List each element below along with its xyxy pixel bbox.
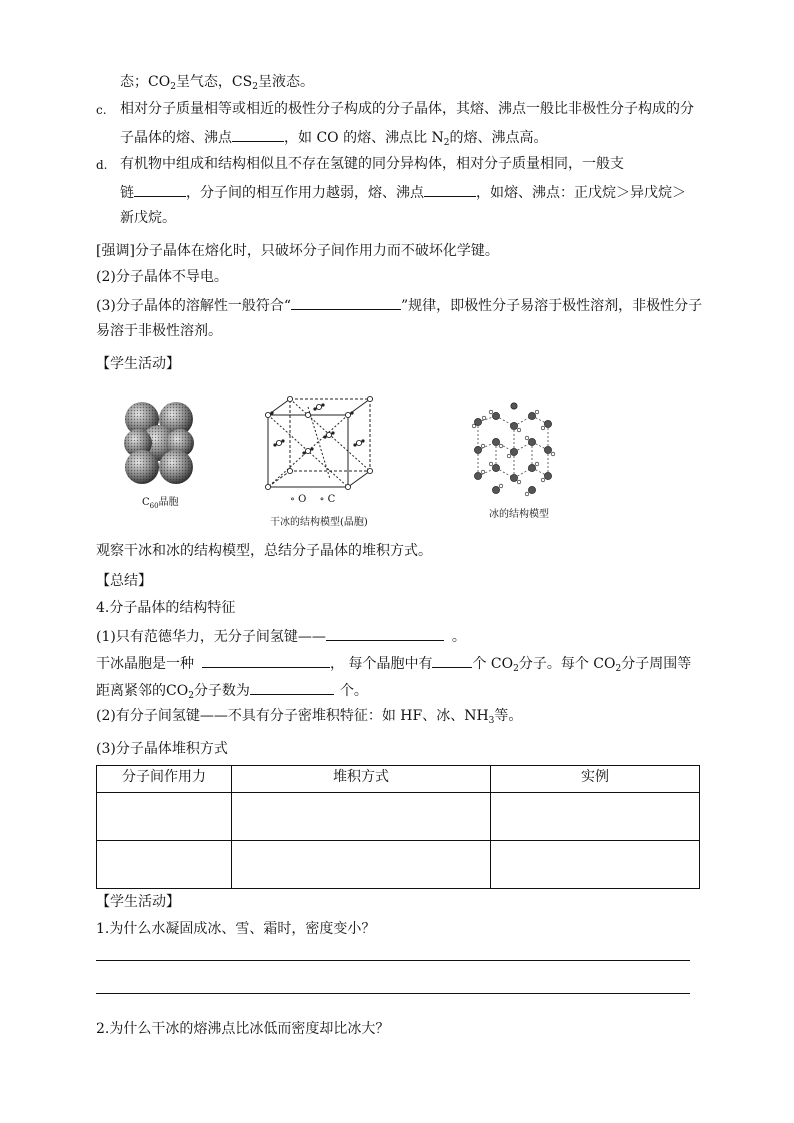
table-cell[interactable] <box>491 793 700 841</box>
text-line: 干冰晶胞是一种 ， 每个晶胞中有 个 $CO_2$分子。每个 $CO_2$分子周围等 <box>96 653 691 673</box>
text-line: (2)分子晶体不导电。 <box>96 269 228 285</box>
question: 2.为什么干冰的熔沸点比冰低而密度却比冰大？ <box>96 1021 390 1037</box>
table-cell[interactable] <box>491 841 700 889</box>
table-header-cell: 实例 <box>491 766 700 793</box>
table-cell[interactable] <box>232 841 491 889</box>
fill-blank[interactable] <box>202 653 330 668</box>
item-label-d: d. <box>96 158 108 172</box>
fill-blank[interactable] <box>424 182 476 197</box>
fill-blank[interactable] <box>232 127 284 142</box>
ice-caption: 冰的结构模型 <box>489 509 549 520</box>
table-header-cell: 分子间作用力 <box>97 766 232 793</box>
question: 1.为什么水凝固成冰、雪、霜时，密度变小？ <box>96 921 376 937</box>
section-heading: 【学生活动】 <box>96 894 180 910</box>
text-line: 有机物中组成和结构相似且不存在氢键的同分异构体，相对分子质量相同，一般支 <box>120 156 624 172</box>
section-heading: 【总结】 <box>96 573 152 589</box>
text-line: 子晶体的熔、沸点 ，如 CO 的熔、沸点比 $N_2$的熔、沸点高。 <box>120 127 548 147</box>
table-row <box>97 841 700 889</box>
dry-ice-caption: 干冰的结构模型(晶胞) <box>270 517 368 528</box>
text-line: 相对分子质量相等或相近的极性分子构成的分子晶体，其熔、沸点一般比非极性分子构成的分 <box>120 101 694 117</box>
text-line: (2)有分子间氢键——不具有分子密堆积特征：如 HF、冰、$NH_3$等。 <box>96 708 523 726</box>
legend-o-label: O <box>298 494 307 505</box>
legend-c-label: C <box>327 494 336 505</box>
c60-caption: $C_{60}$晶胞 <box>142 497 179 510</box>
table-cell[interactable] <box>97 793 232 841</box>
table-row <box>97 793 700 841</box>
fill-blank[interactable] <box>432 653 472 668</box>
text-line: (3)分子晶体堆积方式 <box>96 741 228 757</box>
text-line: 新戊烷。 <box>120 210 176 226</box>
fill-blank[interactable] <box>326 626 444 641</box>
ice-structure-diagram <box>466 402 558 498</box>
text-line: 链 ，分子间的相互作用力越弱，熔、沸点 ，如熔、沸点：正戊烷＞异戊烷＞ <box>120 182 686 202</box>
table-cell[interactable] <box>232 793 491 841</box>
legend-c-marker: ∘ <box>319 494 325 505</box>
text-line: 易溶于非极性溶剂。 <box>96 323 222 339</box>
legend-o-marker: ∘ <box>290 494 295 505</box>
emphasis-note: [强调]分子晶体在熔化时，只破坏分子间作用力而不破坏化学键。 <box>96 243 499 259</box>
table-cell[interactable] <box>97 841 232 889</box>
text-line: (1)只有范德华力，无分子间氢键—— 。 <box>96 626 466 646</box>
text-line: 态；$CO_2$呈气态，$CS_2$呈液态。 <box>120 74 314 92</box>
fill-blank[interactable] <box>134 182 186 197</box>
fill-blank[interactable] <box>291 295 401 310</box>
text-line: (3)分子晶体的溶解性一般符合“ ”规律，即极性分子易溶于极性溶剂，非极性分子 <box>96 295 702 315</box>
text-line: 距离紧邻的$CO_2$分子数为 个。 <box>96 680 368 700</box>
text-line: 观察干冰和冰的结构模型，总结分子晶体的堆积方式。 <box>96 543 432 559</box>
table-header-cell: 堆积方式 <box>232 766 491 793</box>
dry-ice-legend <box>290 494 335 505</box>
fill-blank[interactable] <box>250 680 334 695</box>
answer-line[interactable] <box>96 960 690 961</box>
answer-line[interactable] <box>96 993 690 994</box>
c60-unit-cell-image <box>118 397 200 489</box>
dry-ice-unit-cell-diagram <box>262 393 374 493</box>
text-line: 4.分子晶体的结构特征 <box>96 600 236 616</box>
table-header-row <box>97 766 700 793</box>
item-label-c: c. <box>96 103 107 117</box>
section-heading: 【学生活动】 <box>96 356 180 372</box>
stacking-table <box>96 765 700 889</box>
